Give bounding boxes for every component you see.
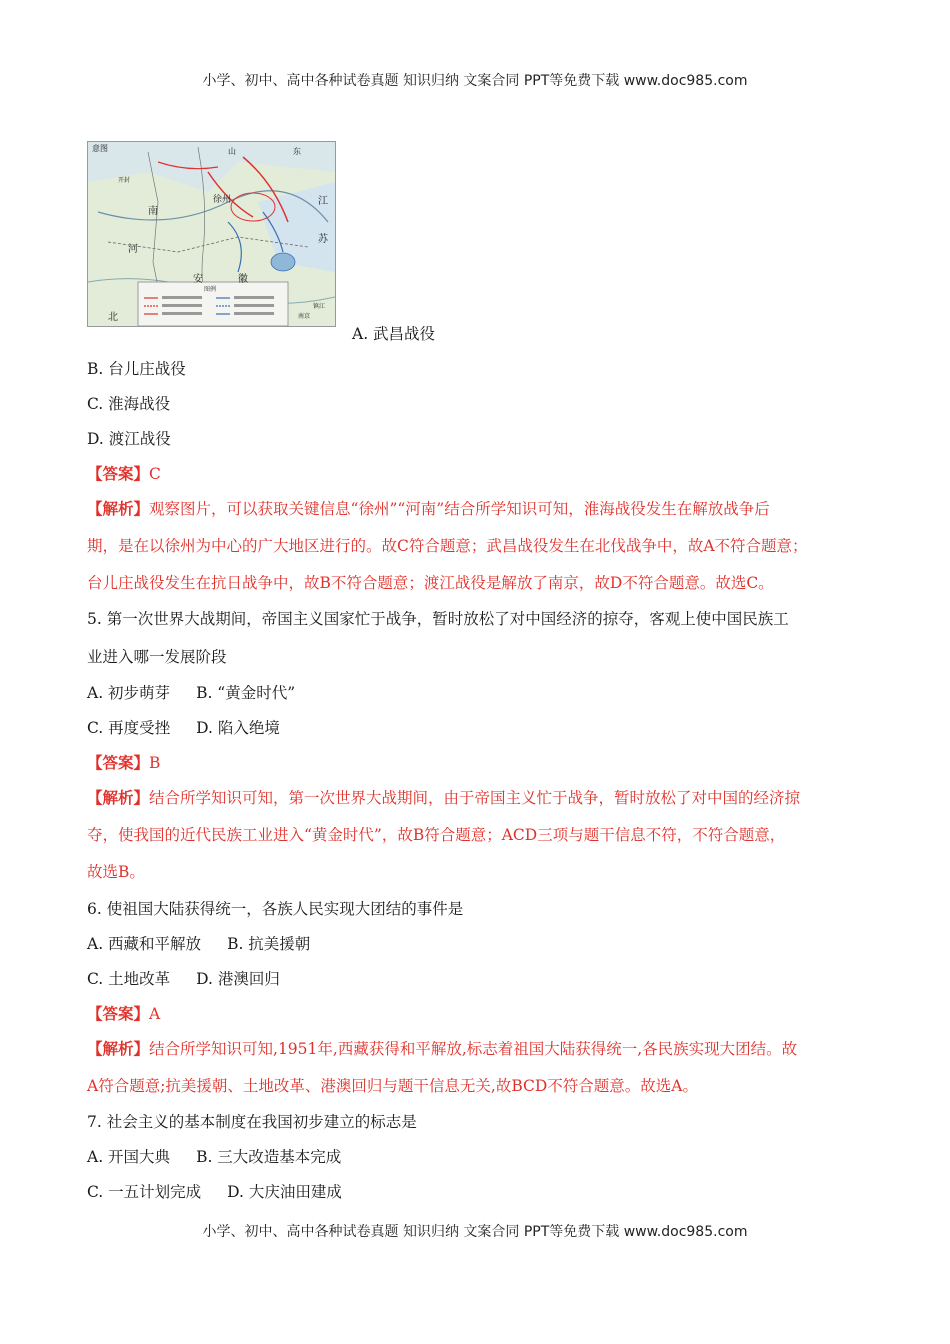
q6-option-b: B. 抗美援朝 bbox=[227, 935, 311, 953]
q4-analysis-line3: 台儿庄战役发生在抗日战争中，故B不符合题意；渡江战役是解放了南京，故D不符合题意。故选C。 bbox=[87, 574, 774, 592]
q4-answer bbox=[87, 462, 161, 484]
analysis-text: 观察图片，可以获取关键信息“徐州”“河南”结合所学知识可知，淮海战役发生在解放战争后 bbox=[149, 500, 770, 518]
q6-option-a: A. 西藏和平解放 bbox=[87, 935, 202, 953]
q7-options-row1 bbox=[87, 1145, 341, 1167]
q4-analysis-line1 bbox=[87, 497, 770, 519]
answer-value: B bbox=[149, 754, 161, 772]
battle-map-image bbox=[87, 141, 336, 327]
analysis-text: 结合所学知识可知,1951年,西藏获得和平解放,标志着祖国大陆获得统一,各民族实现大团结。故 bbox=[149, 1040, 798, 1058]
q5-answer bbox=[87, 751, 160, 773]
q5-options-row1 bbox=[87, 681, 295, 703]
answer-tag: 【答案】 bbox=[87, 464, 150, 483]
q7-option-c: C. 一五计划完成 bbox=[87, 1183, 202, 1201]
map-label: 徽 bbox=[238, 274, 248, 285]
q5-stem-line1: 5. 第一次世界大战期间，帝国主义国家忙于战争，暂时放松了对中国经济的掠夺，客观上使中国民族工 bbox=[87, 610, 789, 628]
q5-option-d: D. 陷入绝境 bbox=[196, 719, 280, 737]
map-label: 东 bbox=[293, 147, 301, 156]
answer-tag: 【答案】 bbox=[87, 1004, 150, 1023]
q6-stem: 6. 使祖国大陆获得统一，各族人民实现大团结的事件是 bbox=[87, 900, 464, 918]
q4-analysis-line2: 期，是在以徐州为中心的广大地区进行的。故C符合题意；武昌战役发生在北伐战争中，故A不符合题意； bbox=[87, 537, 808, 555]
q6-analysis-line1 bbox=[87, 1037, 797, 1059]
q7-stem: 7. 社会主义的基本制度在我国初步建立的标志是 bbox=[87, 1113, 417, 1131]
map-label: 南 bbox=[148, 206, 158, 217]
page-footer: 小学、初中、高中各种试卷真题 知识归纳 文案合同 PPT等免费下载 www.doc985.com bbox=[202, 1224, 748, 1240]
q5-stem-line2: 业进入哪一发展阶段 bbox=[87, 648, 227, 666]
map-legend-title: 图例 bbox=[203, 286, 217, 293]
q4-option-b: B. 台儿庄战役 bbox=[87, 360, 186, 378]
q5-option-b: B. “黄金时代” bbox=[196, 684, 296, 702]
map-label: 河 bbox=[128, 244, 138, 255]
q6-options-row1 bbox=[87, 932, 310, 954]
map-label: 南京 bbox=[298, 313, 311, 320]
q6-options-row2 bbox=[87, 967, 280, 989]
q5-option-a: A. 初步萌芽 bbox=[87, 684, 171, 702]
q5-analysis-line3: 故选B。 bbox=[87, 863, 145, 881]
map-label: 江 bbox=[318, 196, 328, 207]
map-title: 意图 bbox=[92, 144, 108, 153]
map-label: 北 bbox=[108, 312, 118, 323]
q5-options-row2 bbox=[87, 716, 280, 738]
q5-analysis-line1 bbox=[87, 786, 800, 808]
q4-option-a: A. 武昌战役 bbox=[352, 325, 436, 343]
answer-value: A bbox=[149, 1005, 161, 1023]
q7-option-a: A. 开国大典 bbox=[87, 1148, 171, 1166]
q7-option-d: D. 大庆油田建成 bbox=[227, 1183, 342, 1201]
map-label: 苏 bbox=[318, 234, 328, 245]
map-label: 镇江 bbox=[313, 303, 326, 310]
answer-value: C bbox=[149, 465, 161, 483]
q5-analysis-line2: 夺，使我国的近代民族工业进入“黄金时代”，故B符合题意；ACD三项与题干信息不符，不符合题意， bbox=[87, 826, 786, 844]
page-header: 小学、初中、高中各种试卷真题 知识归纳 文案合同 PPT等免费下载 www.doc985.com bbox=[202, 73, 748, 89]
map-label: 山 bbox=[228, 147, 236, 156]
q5-option-c: C. 再度受挫 bbox=[87, 719, 171, 737]
analysis-tag: 【解析】 bbox=[87, 1039, 150, 1058]
analysis-text: 结合所学知识可知，第一次世界大战期间，由于帝国主义忙于战争，暂时放松了对中国的经济掠 bbox=[149, 789, 801, 807]
q7-options-row2 bbox=[87, 1180, 342, 1202]
analysis-tag: 【解析】 bbox=[87, 499, 150, 518]
q6-option-d: D. 港澳回归 bbox=[196, 970, 280, 988]
q6-option-c: C. 土地改革 bbox=[87, 970, 171, 988]
map-label: 安 bbox=[193, 274, 203, 285]
map-label: 徐州 bbox=[213, 195, 232, 205]
analysis-tag: 【解析】 bbox=[87, 788, 150, 807]
map-label: 开封 bbox=[118, 177, 131, 184]
q6-answer bbox=[87, 1002, 160, 1024]
q4-option-d: D. 渡江战役 bbox=[87, 430, 171, 448]
q6-analysis-line2: A符合题意;抗美援朝、土地改革、港澳回归与题干信息无关,故BCD不符合题意。故选A。 bbox=[87, 1077, 699, 1095]
q7-option-b: B. 三大改造基本完成 bbox=[196, 1148, 342, 1166]
answer-tag: 【答案】 bbox=[87, 753, 150, 772]
q4-option-c: C. 淮海战役 bbox=[87, 395, 171, 413]
